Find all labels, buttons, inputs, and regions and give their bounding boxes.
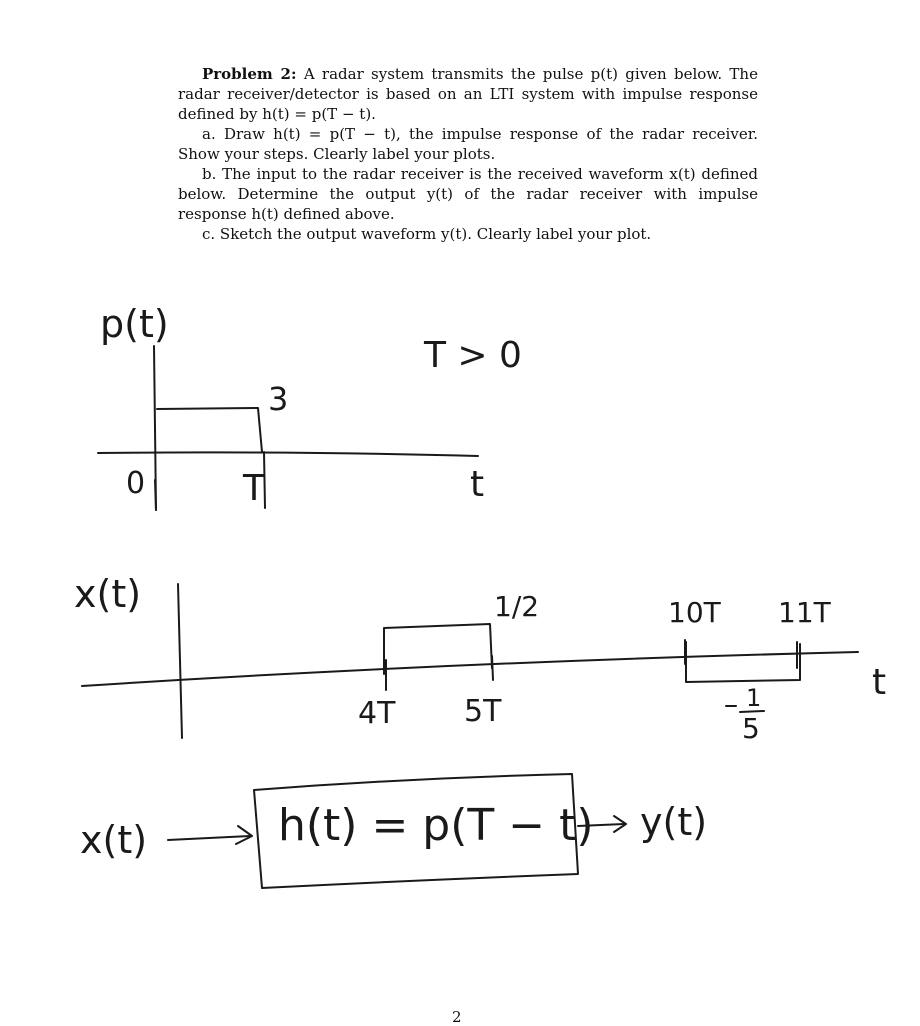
problem-title: Problem 2: (202, 65, 297, 83)
part-c: c. Sketch the output waveform y(t). Clearly label your plot. (202, 225, 652, 243)
x-pulse2-denominator: 5 (742, 712, 760, 745)
p-ylabel: p(t) (100, 302, 169, 346)
x-5T-label: 5T (464, 694, 502, 729)
block-output-label: y(t) (640, 800, 708, 844)
x-pulse1-amplitude: 1/2 (494, 590, 540, 623)
input-arrow (168, 836, 250, 840)
x-10T-label: 10T (668, 596, 721, 629)
input-arrowhead (236, 826, 252, 844)
p-condition: T > 0 (424, 335, 522, 376)
block-input-label: x(t) (80, 818, 148, 862)
x-11T-label: 11T (778, 596, 831, 629)
p-amplitude-label: 3 (268, 380, 289, 418)
x-pulse-negative (686, 642, 800, 682)
x-ylabel: x(t) (74, 572, 142, 616)
x-pulse2-numerator: 1 (746, 684, 762, 712)
p-t-axis-label: t (470, 464, 485, 505)
p-plot-lines (98, 346, 478, 510)
p-tick-0 (155, 480, 156, 510)
block-system-label: h(t) = p(T − t) (278, 800, 594, 851)
part-b: b. The input to the radar receiver is the received waveform x(t) defined below. Determine the output y(t) of the radar receiver with impulse response h(t) defined above. (178, 165, 758, 223)
p-pulse (157, 408, 262, 452)
x-tick-5T (492, 656, 493, 680)
x-t-axis-label: t (872, 662, 887, 703)
problem-intro-text: A radar system transmits the pulse p(t) given below. The radar receiver/detector is based on an LTI system with impulse response defined by h(t) = p(T − t). (178, 65, 758, 123)
x-4T-label: 4T (358, 696, 396, 731)
x-vertical-axis (178, 584, 182, 738)
part-a: a. Draw h(t) = p(T − t), the impulse response of the radar receiver. Show your steps. Clearly label your plots. (178, 125, 758, 163)
p-origin-label: 0 (126, 466, 146, 501)
p-T-label: T (243, 468, 265, 509)
page-number: 2 (452, 1008, 462, 1026)
